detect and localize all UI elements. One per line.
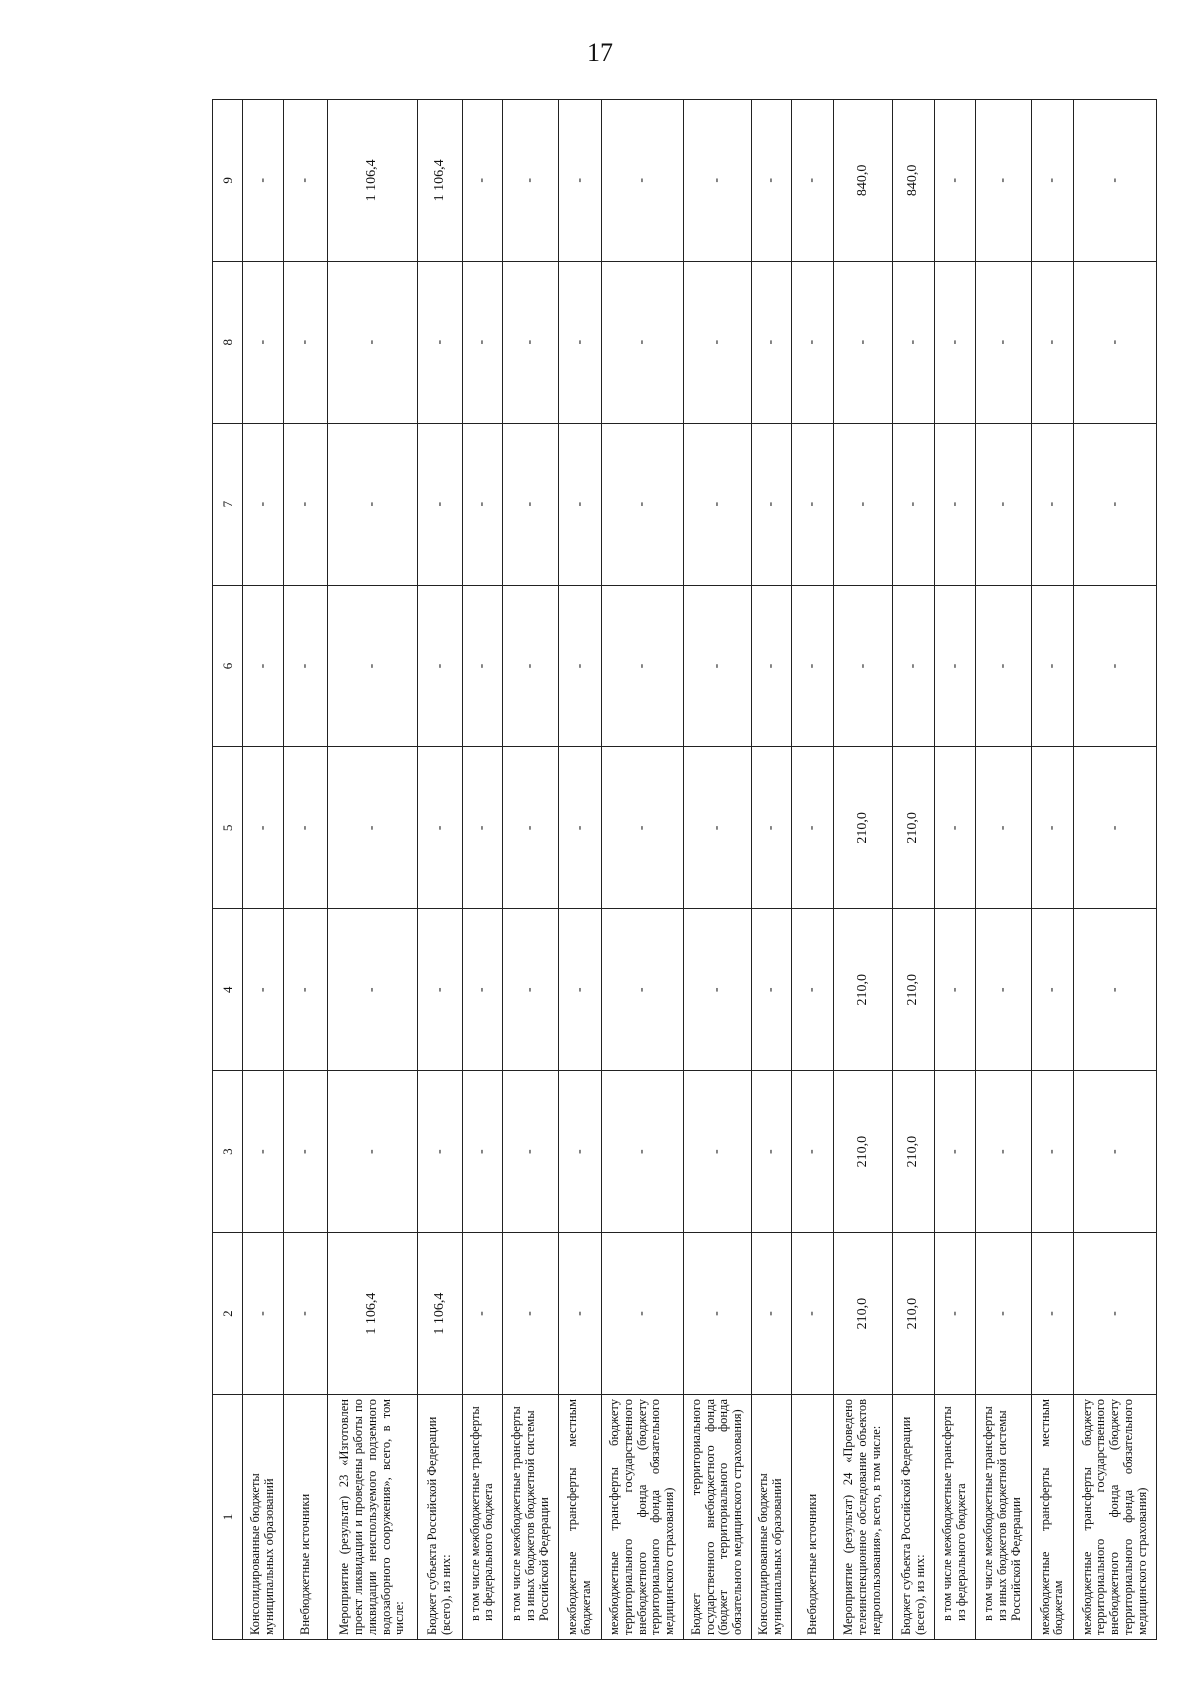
row-label: в том числе межбюджетные трансферты из федерального бюджета: [935, 1395, 975, 1640]
value-cell: -: [503, 99, 559, 261]
table-row: [328, 99, 418, 1639]
row-label: Внебюджетные источники: [283, 1395, 328, 1640]
table-row: [834, 99, 892, 1639]
value-cell: -: [1031, 423, 1074, 585]
value-cell: -: [462, 99, 502, 261]
value-cell: -: [328, 423, 418, 585]
value-cell: -: [1074, 99, 1157, 261]
value-cell: -: [601, 747, 684, 909]
value-cell: -: [791, 99, 834, 261]
value-cell: -: [1074, 909, 1157, 1071]
value-cell: 1 106,4: [328, 99, 418, 261]
value-cell: -: [559, 1071, 602, 1233]
value-cell: -: [1074, 747, 1157, 909]
value-cell: -: [462, 261, 502, 423]
rotated-table-container: [212, 100, 1157, 1640]
value-cell: -: [243, 99, 283, 261]
value-cell: -: [503, 423, 559, 585]
table-row: [283, 99, 328, 1639]
row-label: Консолидированные бюджеты муниципальных образований: [751, 1395, 791, 1640]
table-row: [601, 99, 684, 1639]
header-cell: 2: [213, 1233, 243, 1395]
value-cell: -: [751, 1071, 791, 1233]
value-cell: -: [243, 747, 283, 909]
table-row: [751, 99, 791, 1639]
value-cell: 1 106,4: [418, 99, 463, 261]
value-cell: 840,0: [892, 99, 935, 261]
value-cell: -: [462, 585, 502, 747]
value-cell: -: [243, 585, 283, 747]
value-cell: -: [418, 747, 463, 909]
value-cell: -: [935, 585, 975, 747]
header-cell: 7: [213, 423, 243, 585]
value-cell: 210,0: [892, 1071, 935, 1233]
value-cell: -: [503, 909, 559, 1071]
table-row: [1074, 99, 1157, 1639]
value-cell: -: [328, 1071, 418, 1233]
value-cell: 1 106,4: [328, 1233, 418, 1395]
value-cell: -: [462, 1233, 502, 1395]
table-row: [462, 99, 502, 1639]
value-cell: -: [283, 423, 328, 585]
value-cell: -: [1074, 261, 1157, 423]
value-cell: -: [975, 99, 1031, 261]
table-row: [791, 99, 834, 1639]
value-cell: -: [462, 1071, 502, 1233]
value-cell: 1 106,4: [418, 1233, 463, 1395]
row-label: межбюджетные трансферты местным бюджетам: [559, 1395, 602, 1640]
value-cell: -: [935, 261, 975, 423]
value-cell: 210,0: [892, 747, 935, 909]
value-cell: -: [503, 1233, 559, 1395]
value-cell: 210,0: [834, 1071, 892, 1233]
table-row: [892, 99, 935, 1639]
value-cell: -: [243, 1233, 283, 1395]
table-row: [243, 99, 283, 1639]
value-cell: -: [418, 1071, 463, 1233]
row-label: в том числе межбюджетные трансферты из иных бюджетов бюджетной системы Российской Федерации: [503, 1395, 559, 1640]
value-cell: -: [559, 1233, 602, 1395]
header-cell: 5: [213, 747, 243, 909]
row-label: Бюджет территориального государственного внебюджетного фонда (бюджет территориального фонда обязательного медицинского страхования): [684, 1395, 751, 1640]
value-cell: -: [751, 423, 791, 585]
value-cell: -: [791, 747, 834, 909]
header-cell: 8: [213, 261, 243, 423]
value-cell: -: [791, 1071, 834, 1233]
table-row: [975, 99, 1031, 1639]
value-cell: -: [601, 909, 684, 1071]
value-cell: -: [1031, 1071, 1074, 1233]
value-cell: -: [559, 585, 602, 747]
value-cell: 210,0: [834, 1233, 892, 1395]
value-cell: -: [283, 747, 328, 909]
value-cell: -: [559, 423, 602, 585]
value-cell: -: [328, 261, 418, 423]
value-cell: -: [1031, 99, 1074, 261]
header-cell: 4: [213, 909, 243, 1071]
value-cell: -: [751, 585, 791, 747]
value-cell: -: [975, 423, 1031, 585]
value-cell: 840,0: [834, 99, 892, 261]
value-cell: -: [975, 585, 1031, 747]
value-cell: -: [1031, 585, 1074, 747]
value-cell: 210,0: [892, 1233, 935, 1395]
value-cell: -: [751, 909, 791, 1071]
value-cell: -: [559, 909, 602, 1071]
value-cell: -: [975, 1233, 1031, 1395]
header-cell: 3: [213, 1071, 243, 1233]
value-cell: -: [328, 585, 418, 747]
row-label: в том числе межбюджетные трансферты из иных бюджетов бюджетной системы Российской Федерации: [975, 1395, 1031, 1640]
value-cell: -: [601, 261, 684, 423]
value-cell: -: [684, 99, 751, 261]
value-cell: -: [601, 585, 684, 747]
value-cell: -: [601, 1071, 684, 1233]
value-cell: -: [791, 423, 834, 585]
value-cell: -: [1074, 1233, 1157, 1395]
row-label: в том числе межбюджетные трансферты из федерального бюджета: [462, 1395, 502, 1640]
table-row: [503, 99, 559, 1639]
value-cell: -: [503, 261, 559, 423]
value-cell: 210,0: [834, 909, 892, 1071]
row-label: Мероприятие (результат) 24 «Проведено телеинспекционное обследование объектов недропользования», всего, в том числе:: [834, 1395, 892, 1640]
value-cell: -: [1031, 261, 1074, 423]
value-cell: -: [503, 747, 559, 909]
value-cell: -: [935, 423, 975, 585]
value-cell: -: [418, 261, 463, 423]
page-number: 17: [587, 38, 613, 67]
value-cell: -: [892, 423, 935, 585]
value-cell: -: [834, 585, 892, 747]
row-label: межбюджетные трансферты бюджету территориального государственного внебюджетного фонда (бюджету территориального фонда обязательного медицинского страхования): [601, 1395, 684, 1640]
value-cell: -: [684, 909, 751, 1071]
value-cell: -: [418, 909, 463, 1071]
value-cell: -: [684, 261, 751, 423]
value-cell: -: [684, 1233, 751, 1395]
table-row: [935, 99, 975, 1639]
value-cell: -: [1031, 909, 1074, 1071]
value-cell: -: [935, 1233, 975, 1395]
value-cell: -: [834, 261, 892, 423]
value-cell: -: [1031, 1233, 1074, 1395]
value-cell: -: [601, 1233, 684, 1395]
value-cell: -: [462, 747, 502, 909]
value-cell: -: [684, 423, 751, 585]
value-cell: -: [503, 585, 559, 747]
value-cell: -: [834, 423, 892, 585]
value-cell: -: [684, 1071, 751, 1233]
value-cell: -: [1074, 585, 1157, 747]
value-cell: -: [975, 1071, 1031, 1233]
value-cell: -: [935, 1071, 975, 1233]
value-cell: -: [791, 585, 834, 747]
row-label: межбюджетные трансферты местным бюджетам: [1031, 1395, 1074, 1640]
value-cell: -: [462, 423, 502, 585]
row-label: Мероприятие (результат) 23 «Изготовлен проект ликвидации и проведены работы по ликвидации неиспользуемого подземного водозаборного сооружения», всего, в том числе:: [328, 1395, 418, 1640]
value-cell: -: [751, 99, 791, 261]
value-cell: -: [243, 1071, 283, 1233]
value-cell: -: [283, 1233, 328, 1395]
value-cell: -: [243, 261, 283, 423]
value-cell: -: [601, 99, 684, 261]
header-cell: 6: [213, 585, 243, 747]
value-cell: -: [559, 261, 602, 423]
value-cell: -: [892, 585, 935, 747]
value-cell: -: [751, 1233, 791, 1395]
value-cell: -: [684, 585, 751, 747]
value-cell: -: [462, 909, 502, 1071]
table-row: [684, 99, 751, 1639]
value-cell: -: [243, 423, 283, 585]
value-cell: -: [892, 261, 935, 423]
value-cell: 210,0: [834, 747, 892, 909]
value-cell: -: [935, 99, 975, 261]
value-cell: -: [751, 747, 791, 909]
table-row: [559, 99, 602, 1639]
value-cell: -: [559, 99, 602, 261]
header-cell: 1: [213, 1395, 243, 1640]
value-cell: -: [418, 585, 463, 747]
value-cell: -: [791, 909, 834, 1071]
value-cell: -: [935, 909, 975, 1071]
value-cell: 210,0: [892, 909, 935, 1071]
row-label: Внебюджетные источники: [791, 1395, 834, 1640]
value-cell: -: [1031, 747, 1074, 909]
value-cell: -: [328, 747, 418, 909]
value-cell: -: [503, 1071, 559, 1233]
value-cell: -: [418, 423, 463, 585]
table-row: [418, 99, 463, 1639]
value-cell: -: [791, 1233, 834, 1395]
value-cell: -: [751, 261, 791, 423]
row-label: Консолидированные бюджеты муниципальных образований: [243, 1395, 283, 1640]
value-cell: -: [243, 909, 283, 1071]
value-cell: -: [283, 99, 328, 261]
value-cell: -: [283, 909, 328, 1071]
value-cell: -: [601, 423, 684, 585]
row-label: межбюджетные трансферты бюджету территориального государственного внебюджетного фонда (бюджету территориального фонда обязательного медицинского страхования): [1074, 1395, 1157, 1640]
header-cell: 9: [213, 99, 243, 261]
value-cell: -: [328, 909, 418, 1071]
table-row: [1031, 99, 1074, 1639]
value-cell: -: [1074, 423, 1157, 585]
value-cell: -: [975, 261, 1031, 423]
row-label: Бюджет субъекта Российской Федерации (всего), из них:: [418, 1395, 463, 1640]
value-cell: -: [283, 1071, 328, 1233]
budget-table: [212, 99, 1157, 1640]
value-cell: -: [559, 747, 602, 909]
value-cell: -: [935, 747, 975, 909]
value-cell: -: [791, 261, 834, 423]
value-cell: -: [975, 909, 1031, 1071]
value-cell: -: [684, 747, 751, 909]
value-cell: -: [283, 585, 328, 747]
value-cell: -: [975, 747, 1031, 909]
header-row: [213, 99, 243, 1639]
value-cell: -: [1074, 1071, 1157, 1233]
value-cell: -: [283, 261, 328, 423]
row-label: Бюджет субъекта Российской Федерации (всего), из них:: [892, 1395, 935, 1640]
